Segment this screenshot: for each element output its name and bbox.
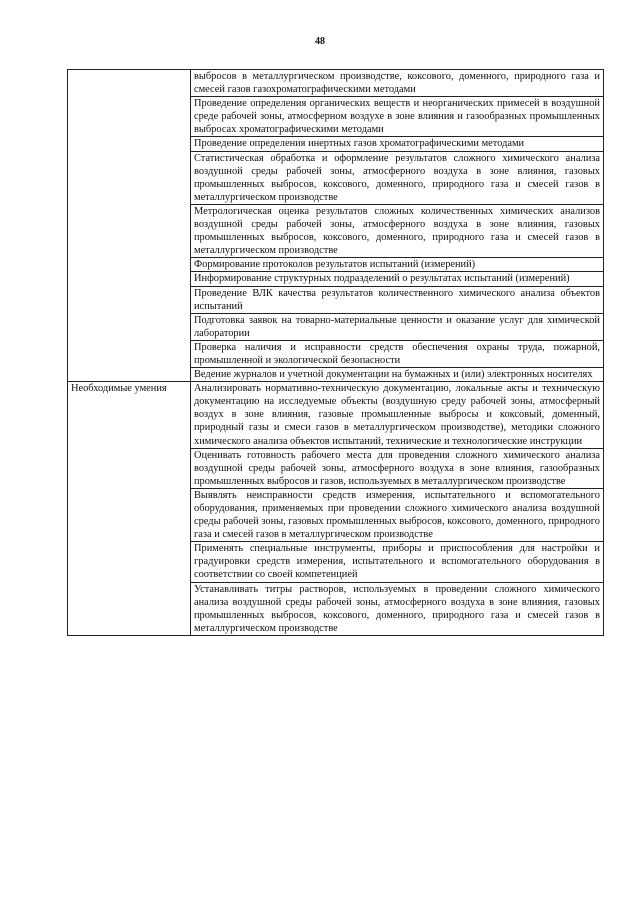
- row-content-cell: Применять специальные инструменты, приборы и приспособления для настройки и градуировки средств измерения, испытательного и вспомогательного оборудования в соответствии со своей компетенцией: [191, 542, 604, 582]
- row-content-cell: выбросов в металлургическом производстве, коксового, доменного, природного газа и смесей газов газохроматографическими методами: [191, 70, 604, 97]
- row-content-cell: Подготовка заявок на товарно-материальные ценности и оказание услуг для химической лаборатории: [191, 313, 604, 340]
- row-label-cell: [68, 70, 191, 382]
- row-content-cell: Метрологическая оценка результатов сложных количественных химических анализов воздушной среды рабочей зоны, атмосферного воздуха в зоне влияния, газовых промышленных выбросов, коксового, доменного, природного газа и смесей газов в металлургическом производстве: [191, 204, 604, 257]
- table-row: [68, 382, 604, 448]
- requirements-table: [67, 69, 604, 636]
- row-content-cell: Проведение определения инертных газов хроматографическими методами: [191, 137, 604, 151]
- row-content-cell: Выявлять неисправности средств измерения, испытательного и вспомогательного оборудования, применяемых при проведении сложного химического анализа воздушной среды рабочей зоны, газовых промышленных выбросов, коксового, доменного, природного газа и смесей газов в металлургическом производстве: [191, 488, 604, 541]
- row-content-cell: Проведение ВЛК качества результатов количественного химического анализа объектов испытаний: [191, 286, 604, 313]
- row-content-cell: Проведение определения органических веществ и неорганических примесей в воздушной среде рабочей зоны, атмосферном воздухе в зоне влияния и газообразных промышленных выбросах хроматографическими методами: [191, 97, 604, 137]
- row-content-cell: Формирование протоколов результатов испытаний (измерений): [191, 258, 604, 272]
- row-content-cell: Оценивать готовность рабочего места для проведения сложного химического анализа воздушной среды рабочей зоны, атмосферного воздуха в зоне влияния, газообразных промышленных выбросов и газов, используемых в металлургическом производстве: [191, 448, 604, 488]
- row-content-cell: Статистическая обработка и оформление результатов сложного химического анализа воздушной среды рабочей зоны, атмосферного воздуха в зоне влияния, газовых промышленных выбросов, коксового, доменного, природного газа и смесей газов в металлургическом производстве: [191, 151, 604, 204]
- row-content-cell: Ведение журналов и учетной документации на бумажных и (или) электронных носителях: [191, 368, 604, 382]
- row-content-cell: Анализировать нормативно-техническую документацию, локальные акты и техническую документацию на исследуемые объекты (воздушную среду рабочей зоны, атмосферный воздух в зоне влияния, газовые промышленные выбросы и коксовый, доменный, природный газы и смеси газов в металлургическом производстве), методики сложного химического анализа объектов испытаний, технические и технологические инструкции: [191, 382, 604, 448]
- row-content-cell: Проверка наличия и исправности средств обеспечения охраны труда, пожарной, промышленной и экологической безопасности: [191, 340, 604, 367]
- page-number: 48: [315, 36, 325, 47]
- row-content-cell: Устанавливать титры растворов, используемых в проведении сложного химического анализа воздушной среды рабочей зоны, атмосферного воздуха в зоне влияния, газовых промышленных выбросов, коксового, доменного, природного газа и смесей газов в металлургическом производстве: [191, 582, 604, 635]
- table-row: [68, 70, 604, 97]
- section-label-required-skills: Необходимые умения: [68, 382, 191, 636]
- row-content-cell: Информирование структурных подразделений о результатах испытаний (измерений): [191, 272, 604, 286]
